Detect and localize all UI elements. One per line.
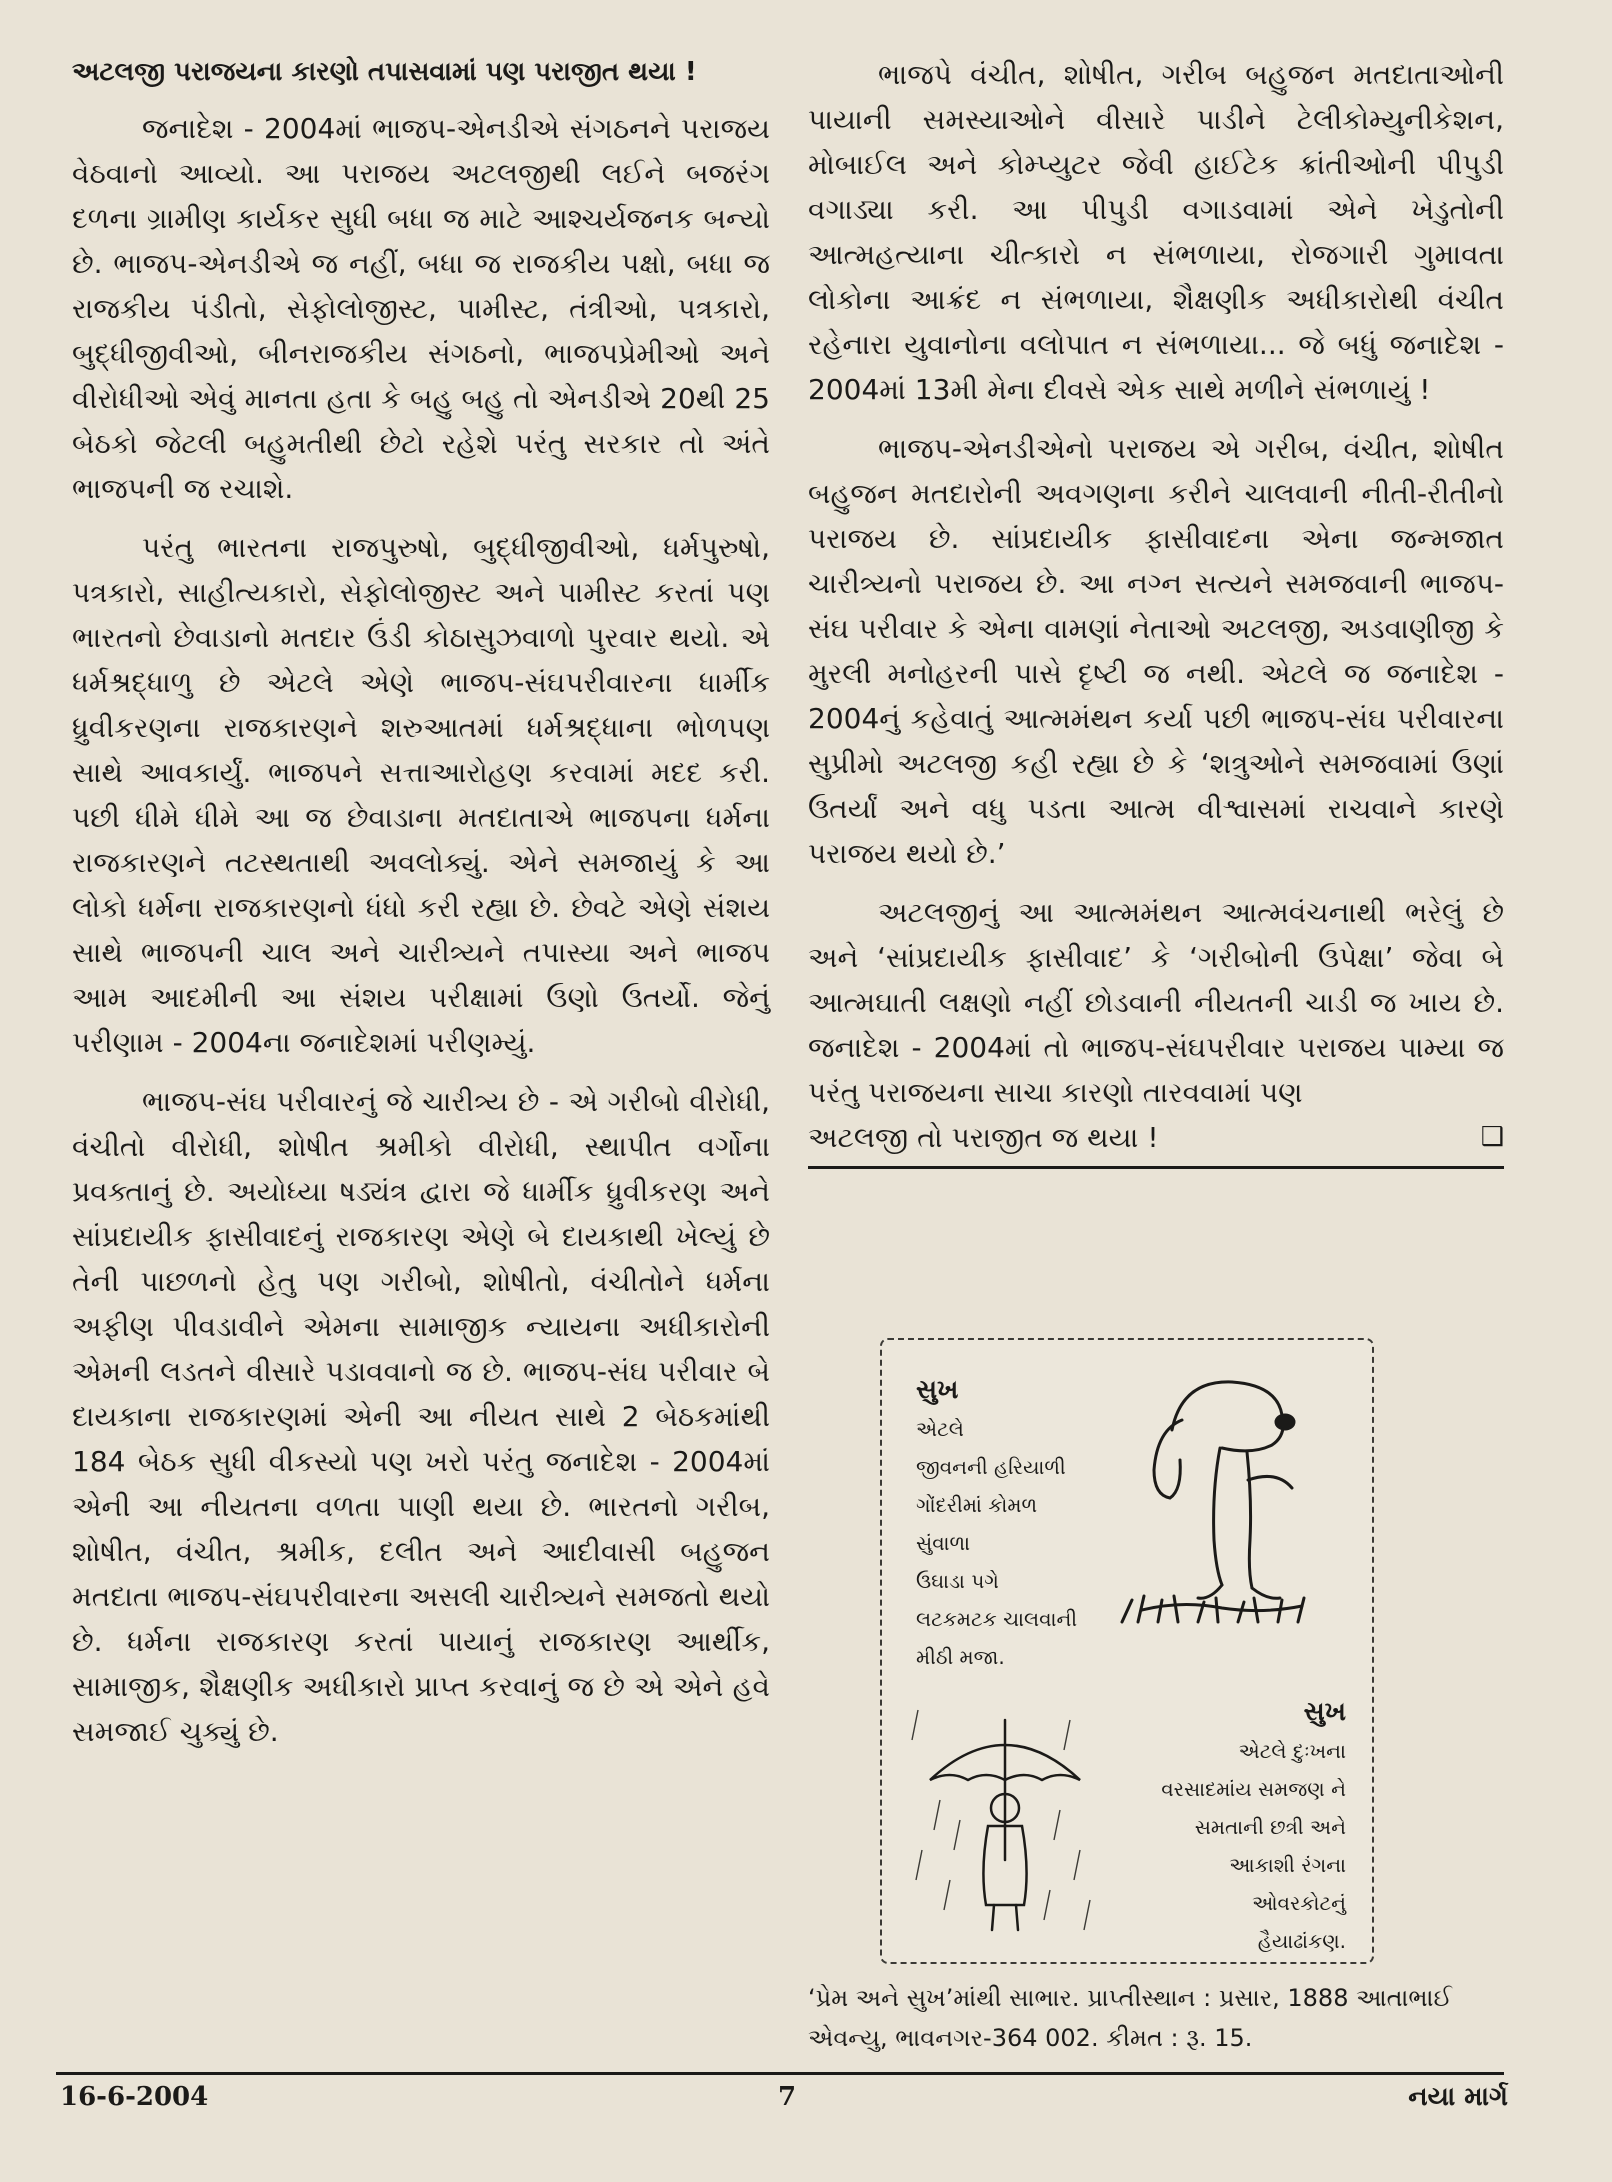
poem-two xyxy=(1161,1692,1346,1960)
paragraph: ભાજપે વંચીત, શોષીત, ગરીબ બહુજન મતદાતાઓની પાયાની સમસ્યાઓને વીસારે પાડીને ટેલીકોમ્યુનીકેશન, મોબાઈલ અને કોમ્પ્યુટર જેવી હાઈટેક ક્રાંતીઓની પીપુડી વગાડ્યા કરી. આ પીપુડી વગાડવામાં એને ખેડુતોની આત્મહત્યાના ચીત્કારો ન સંભળાયા, રોજગારી ગુમાવતા લોકોના આક્રંદ ન સંભળાયા, શૈક્ષણીક અધીકારોથી વંચીત રહેનારા યુવાનોના વલોપાત ન સંભળાયા... જે બધું જનાદેશ - 2004માં 13મી મેના દીવસે એક સાથે મળીને સંભળાયું ! xyxy=(808,58,1504,406)
umbrella-girl-illustration xyxy=(910,1700,1100,1940)
poem-title: સુખ xyxy=(916,1375,959,1405)
article-heading: અટલજી પરાજયના કારણો તપાસવામાં પણ પરાજીત થયા ! xyxy=(72,57,697,87)
poem-line: આકાશી રંગના xyxy=(1229,1853,1346,1877)
poem-line: સુંવાળા xyxy=(916,1531,971,1555)
poem-one xyxy=(916,1370,1077,1676)
paragraph: પરંતુ ભારતના રાજપુરુષો, બુદ્ધીજીવીઓ, ધર્મપુરુષો, પત્રકારો, સાહીત્યકારો, સેફોલોજીસ્ટ અને પામીસ્ટ કરતાં પણ ભારતનો છેવાડાનો મતદાર ઉંડી કોઠાસુઝવાળો પુરવાર થયો. એ ધર્મશ્રદ્ધાળુ છે એટલે એણે ભાજપ-સંઘપરીવારના ધાર્મીક ધ્રુવીકરણના રાજકારણને શરુઆતમાં ધર્મશ્રદ્ધાના ભોળપણ સાથે આવકાર્યું. ભાજપને સત્તાઆરોહણ કરવામાં મદદ કરી. પછી ધીમે ધીમે આ જ છેવાડાના મતદાતાએ ભાજપના ધર્મના રાજકારણને તટસ્થતાથી અવલોક્યું. એને સમજાયું કે આ લોકો ધર્મના રાજકારણનો ધંધો કરી રહ્યા છે. છેવટે એણે સંશય સાથે ભાજપની ચાલ અને ચારીત્ર્યને તપાસ્યા અને ભાજપ આમ આદમીની આ સંશય પરીક્ષામાં ઉણો ઉતર્યો. જેનું પરીણામ - 2004ના જનાદેશમાં પરીણમ્યું. xyxy=(72,531,770,1059)
paragraph: અટલજીનું આ આત્મમંથન આત્મવંચનાથી ભરેલું છે અને ‘સાંપ્રદાયીક ફાસીવાદ’ કે ‘ગરીબોની ઉપેક્ષા’ જેવા બે આત્મઘાતી લક્ષણો નહીં છોડવાની નીયતની ચાડી જ ખાય છે. જનાદેશ - 2004માં તો ભાજપ-સંઘપરીવાર પરાજય પામ્યા જ પરંતુ પરાજયના સાચા કારણો તારવવામાં પણ xyxy=(808,896,1504,1109)
page-number: 7 xyxy=(778,2082,797,2112)
poem-inset-box xyxy=(880,1338,1374,1964)
magazine-name: નયા માર્ગ xyxy=(1408,2082,1508,2112)
poem-line: ઓવરકોટનું xyxy=(1252,1891,1346,1915)
issue-date: 16-6-2004 xyxy=(60,2082,209,2112)
footer-divider xyxy=(56,2072,1504,2075)
poem-line: જીવનની હરિયાળી xyxy=(916,1455,1066,1479)
poem-line: ઉઘાડા પગે xyxy=(916,1569,999,1593)
paragraph: ભાજપ-એનડીએનો પરાજય એ ગરીબ, વંચીત, શોષીત બહુજન મતદારોની અવગણના કરીને ચાલવાની નીતી-રીતીનો પરાજય છે. સાંપ્રદાયીક ફાસીવાદના એના જન્મજાત ચારીત્ર્યનો પરાજય છે. આ નગ્ન સત્યને સમજવાની ભાજપ-સંઘ પરીવાર કે એના વામણાં નેતાઓ અટલજી, અડવાણીજી કે મુરલી મનોહરની પાસે દૃષ્ટી જ નથી. એટલે જ જનાદેશ - 2004નું કહેવાતું આત્મમંથન કર્યા પછી ભાજપ-સંઘ પરીવારના સુપ્રીમો અટલજી કહી રહ્યા છે કે ‘શત્રુઓને સમજવામાં ઉણાં ઉતર્યાં અને વધુ પડતા આત્મ વીશ્વાસમાં રાચવાને કારણે પરાજય થયો છે.’ xyxy=(808,432,1504,870)
right-column xyxy=(808,52,1504,1169)
poem-line: એટલે દુઃખના xyxy=(1238,1739,1346,1763)
poem-line: મીઠી મજા. xyxy=(916,1645,1005,1669)
poem-line: એટલે xyxy=(916,1417,964,1441)
article-end-line xyxy=(808,1115,1504,1169)
poem-title: સુખ xyxy=(1303,1697,1346,1727)
snoopy-dog-illustration xyxy=(1102,1360,1342,1650)
end-mark: ❑ xyxy=(1480,1122,1504,1152)
poem-line: વરસાદમાંય સમજણ ને xyxy=(1161,1777,1346,1801)
last-line: અટલજી તો પરાજીત જ થયા ! xyxy=(808,1121,1159,1154)
left-column xyxy=(72,52,770,1754)
poem-line: સમતાની છત્રી અને xyxy=(1194,1815,1346,1839)
poem-line: હૈયાઢાંકણ. xyxy=(1257,1929,1346,1953)
paragraph: ભાજપ-સંઘ પરીવારનું જે ચારીત્ર્ય છે - એ ગરીબો વીરોધી, વંચીતો વીરોધી, શોષીત શ્રમીકો વીરોધી, સ્થાપીત વર્ગોના પ્રવક્તાનું છે. અયોધ્યા ષડ્યંત્ર દ્વારા જે ધાર્મીક ધ્રુવીકરણ અને સાંપ્રદાયીક ફાસીવાદનું રાજકારણ એણે બે દાયકાથી ખેલ્યું છે તેની પાછળનો હેતુ પણ ગરીબો, શોષીતો, વંચીતોને ધર્મના અફીણ પીવડાવીને એમના સામાજીક ન્યાયના અધીકારોની એમની લડતને વીસારે પડાવવાનો જ છે. ભાજપ-સંઘ પરીવાર બે દાયકાના રાજકારણમાં એની આ નીયત સાથે 2 બેઠકમાંથી 184 બેઠક સુધી વીકસ્યો પણ ખરો પરંતુ જનાદેશ - 2004માં એની આ નીયતના વળતા પાણી થયા છે. ભારતનો ગરીબ, શોષીત, વંચીત, શ્રમીક, દલીત અને આદીવાસી બહુજન મતદાતા ભાજપ-સંઘપરીવારના અસલી ચારીત્ર્યને સમજતો થયો છે. ધર્મના રાજકારણ કરતાં પાયાનું રાજકારણ આર્થીક, સામાજીક, શૈક્ષણીક અધીકારો પ્રાપ્ત કરવાનું જ છે એ એને હવે સમજાઈ ચુક્યું છે. xyxy=(72,1085,770,1748)
poem-line: ગોંદરીમાં કોમળ xyxy=(916,1493,1038,1517)
poem-line: લટકમટક ચાલવાની xyxy=(916,1607,1078,1631)
paragraph: જનાદેશ - 2004માં ભાજપ-એનડીએ સંગઠનને પરાજય વેઠવાનો આવ્યો. આ પરાજય અટલજીથી લઈને બજરંગ દળના ગ્રામીણ કાર્યકર સુધી બધા જ માટે આશ્ચર્યજનક બન્યો છે. ભાજપ-એનડીએ જ નહીં, બધા જ રાજકીય પક્ષો, બધા જ રાજકીય પંડીતો, સેફોલોજીસ્ટ, પામીસ્ટ, તંત્રીઓ, પત્રકારો, બુદ્ધીજીવીઓ, બીનરાજકીય સંગઠનો, ભાજપપ્રેમીઓ અને વીરોધીઓ એવું માનતા હતા કે બહુ બહુ તો એનડીએ 20થી 25 બેઠકો જેટલી બહુમતીથી છેટો રહેશે પરંતુ સરકાર તો અંતે ભાજપની જ રચાશે. xyxy=(72,112,770,505)
book-credit: ‘પ્રેમ અને સુખ’માંથી સાભાર. પ્રાપ્તીસ્થાન : પ્રસાર, 1888 આતાભાઈ એવન્યુ, ભાવનગર-364 002. કીમત : રૂ. 15. xyxy=(808,1984,1453,2052)
